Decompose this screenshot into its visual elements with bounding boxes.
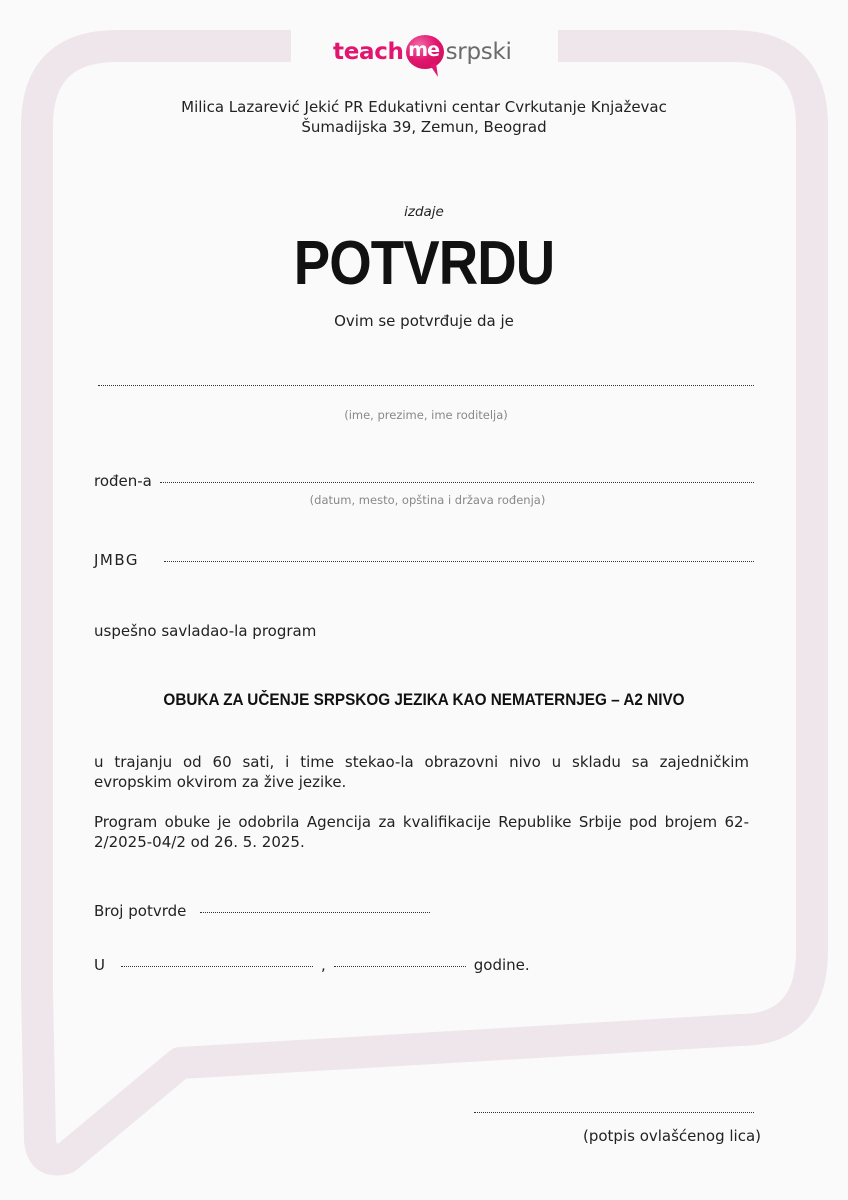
place-field-line[interactable] — [121, 966, 313, 967]
issuer-block — [0, 97, 848, 137]
place-date-row — [94, 956, 534, 974]
logo-teach-text: teach — [333, 39, 404, 65]
completed-label: uspešno savladao-la program — [94, 622, 317, 640]
jmbg-field-line[interactable] — [164, 561, 754, 562]
logo-srpski-text: srpski — [445, 39, 512, 65]
logo-me-bubble-icon — [406, 35, 444, 69]
certificate-number-row — [94, 902, 430, 920]
place-label: U — [94, 956, 105, 974]
name-field-line[interactable] — [98, 385, 754, 386]
program-duration-text: u trajanju od 60 sati, i time stekao-la obrazovni nivo u skladu sa zajedničkim evropskim okvirom za žive jezike. — [94, 753, 749, 791]
certificate-number-line[interactable] — [200, 912, 430, 913]
program-title: OBUKA ZA UČENJE SRPSKOG JEZIKA KAO NEMATERNJEG – A2 NIVO — [163, 690, 685, 709]
program-approval-text: Program obuke je odobrila Agencija za kvalifikacije Republike Srbije pod brojem 62-2/2025-04/2 od 26. 5. 2025. — [94, 813, 749, 851]
jmbg-label: JMBG — [94, 551, 140, 569]
birth-label: rođen-a — [94, 472, 152, 490]
certificate-title: POTVRDU — [293, 229, 555, 298]
issues-label: izdaje — [404, 204, 444, 220]
teachmesrpski-logo — [333, 30, 512, 74]
signature-line[interactable] — [474, 1112, 754, 1113]
birth-field-hint: (datum, mesto, opština i država rođenja) — [309, 493, 546, 507]
comma-separator: , — [320, 956, 326, 974]
name-field-hint: (ime, prezime, ime roditelja) — [344, 408, 508, 422]
date-field-line[interactable] — [334, 966, 466, 967]
issuer-address: Šumadijska 39, Zemun, Beograd — [301, 118, 547, 136]
name-field-row — [98, 388, 754, 389]
year-label: godine. — [473, 956, 530, 974]
signature-label: (potpis ovlašćenog lica) — [583, 1127, 762, 1145]
completed-row — [94, 622, 316, 640]
birth-field-line[interactable] — [160, 482, 754, 483]
logo-me-text: me — [408, 39, 439, 61]
jmbg-field-row — [94, 551, 754, 569]
birth-field-row — [94, 472, 754, 490]
certificate-number-label: Broj potvrde — [94, 902, 187, 920]
issuer-organization: Milica Lazarević Jekić PR Edukativni centar Cvrkutanje Knjaževac — [181, 98, 667, 116]
certificate-intro: Ovim se potvrđuje da je — [334, 312, 514, 330]
